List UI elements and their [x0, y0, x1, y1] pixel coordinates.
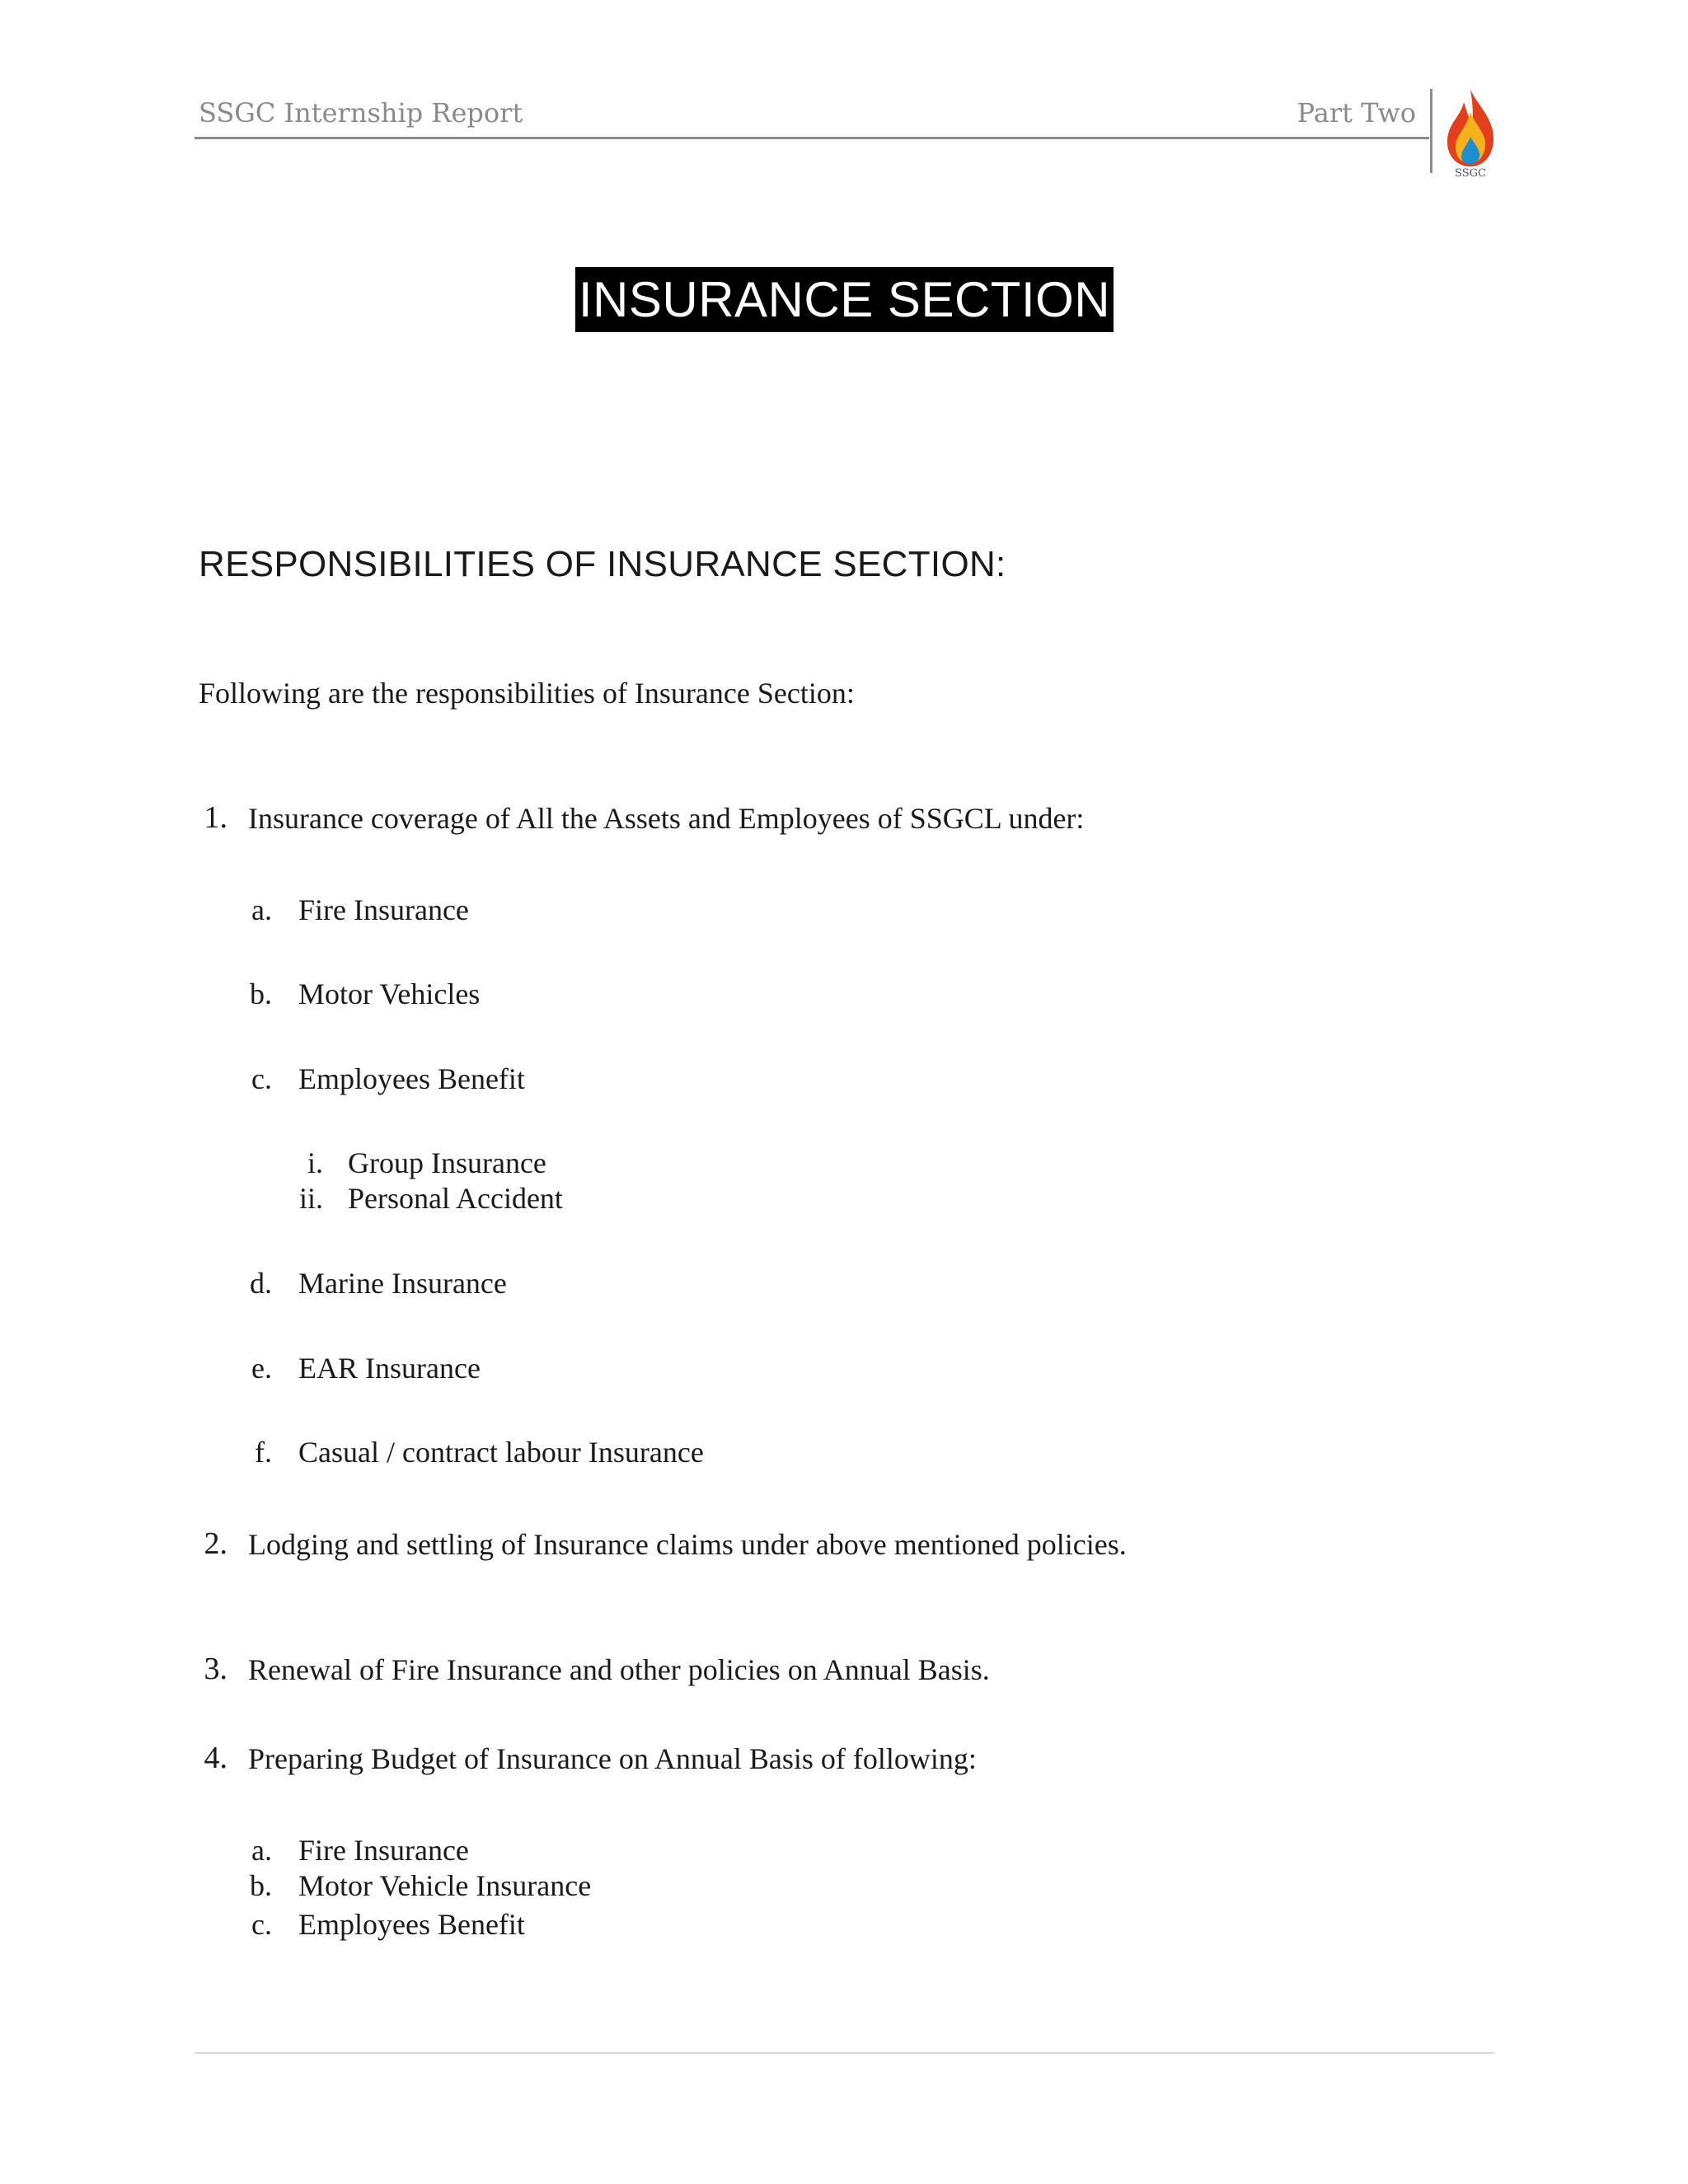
sublist-item: EAR Insurance	[298, 1352, 481, 1385]
logo-text: SSGC	[1455, 167, 1486, 178]
list-item: Lodging and settling of Insurance claims under above mentioned policies.	[248, 1528, 1127, 1561]
sublist-item: Casual / contract labour Insurance	[298, 1436, 704, 1469]
sublist-marker: a.	[251, 1834, 272, 1867]
sublist-marker: b.	[250, 977, 272, 1010]
sublist-item: Fire Insurance	[298, 893, 469, 926]
header-divider	[195, 137, 1429, 139]
page-title	[575, 267, 1114, 332]
sublist-marker: b.	[250, 1869, 272, 1902]
subsublist-marker: ii.	[298, 1182, 323, 1215]
sublist-marker: d.	[250, 1267, 272, 1300]
sublist-item: Marine Insurance	[298, 1267, 507, 1300]
list-item: Renewal of Fire Insurance and other policies on Annual Basis.	[248, 1653, 990, 1686]
sublist-marker: c.	[251, 1062, 272, 1095]
page-title-text: INSURANCE SECTION	[578, 272, 1111, 327]
list-item: Insurance coverage of All the Assets and Employees of SSGCL under:	[248, 802, 1085, 835]
sublist-item: Motor Vehicle Insurance	[298, 1869, 592, 1902]
list-marker: 4.	[204, 1741, 227, 1775]
subsublist-item: Personal Accident	[348, 1182, 563, 1215]
sublist-item: Employees Benefit	[298, 1908, 525, 1941]
sublist-item: Motor Vehicles	[298, 977, 481, 1010]
list-marker: 3.	[204, 1652, 227, 1686]
sublist-marker: f.	[255, 1436, 272, 1469]
footer-divider	[195, 2052, 1494, 2054]
header-vertical-divider	[1430, 89, 1432, 173]
header-part-label: Part Two	[1296, 97, 1416, 129]
sublist-marker: e.	[251, 1352, 272, 1385]
subsublist-marker: i.	[307, 1146, 323, 1179]
sublist-item: Employees Benefit	[298, 1062, 525, 1095]
sublist-marker: c.	[251, 1908, 272, 1941]
ssgc-flame-logo	[1444, 87, 1497, 178]
sublist-marker: a.	[251, 893, 272, 926]
list-marker: 1.	[204, 800, 227, 835]
intro-paragraph: Following are the responsibilities of Insurance Section:	[199, 677, 855, 710]
list-item: Preparing Budget of Insurance on Annual Basis of following:	[248, 1742, 977, 1775]
subsublist-item: Group Insurance	[348, 1146, 546, 1179]
sublist-item: Fire Insurance	[298, 1834, 469, 1867]
list-marker: 2.	[204, 1526, 227, 1561]
header-report-title: SSGC Internship Report	[199, 97, 523, 129]
section-heading: RESPONSIBILITIES OF INSURANCE SECTION:	[199, 544, 1006, 584]
